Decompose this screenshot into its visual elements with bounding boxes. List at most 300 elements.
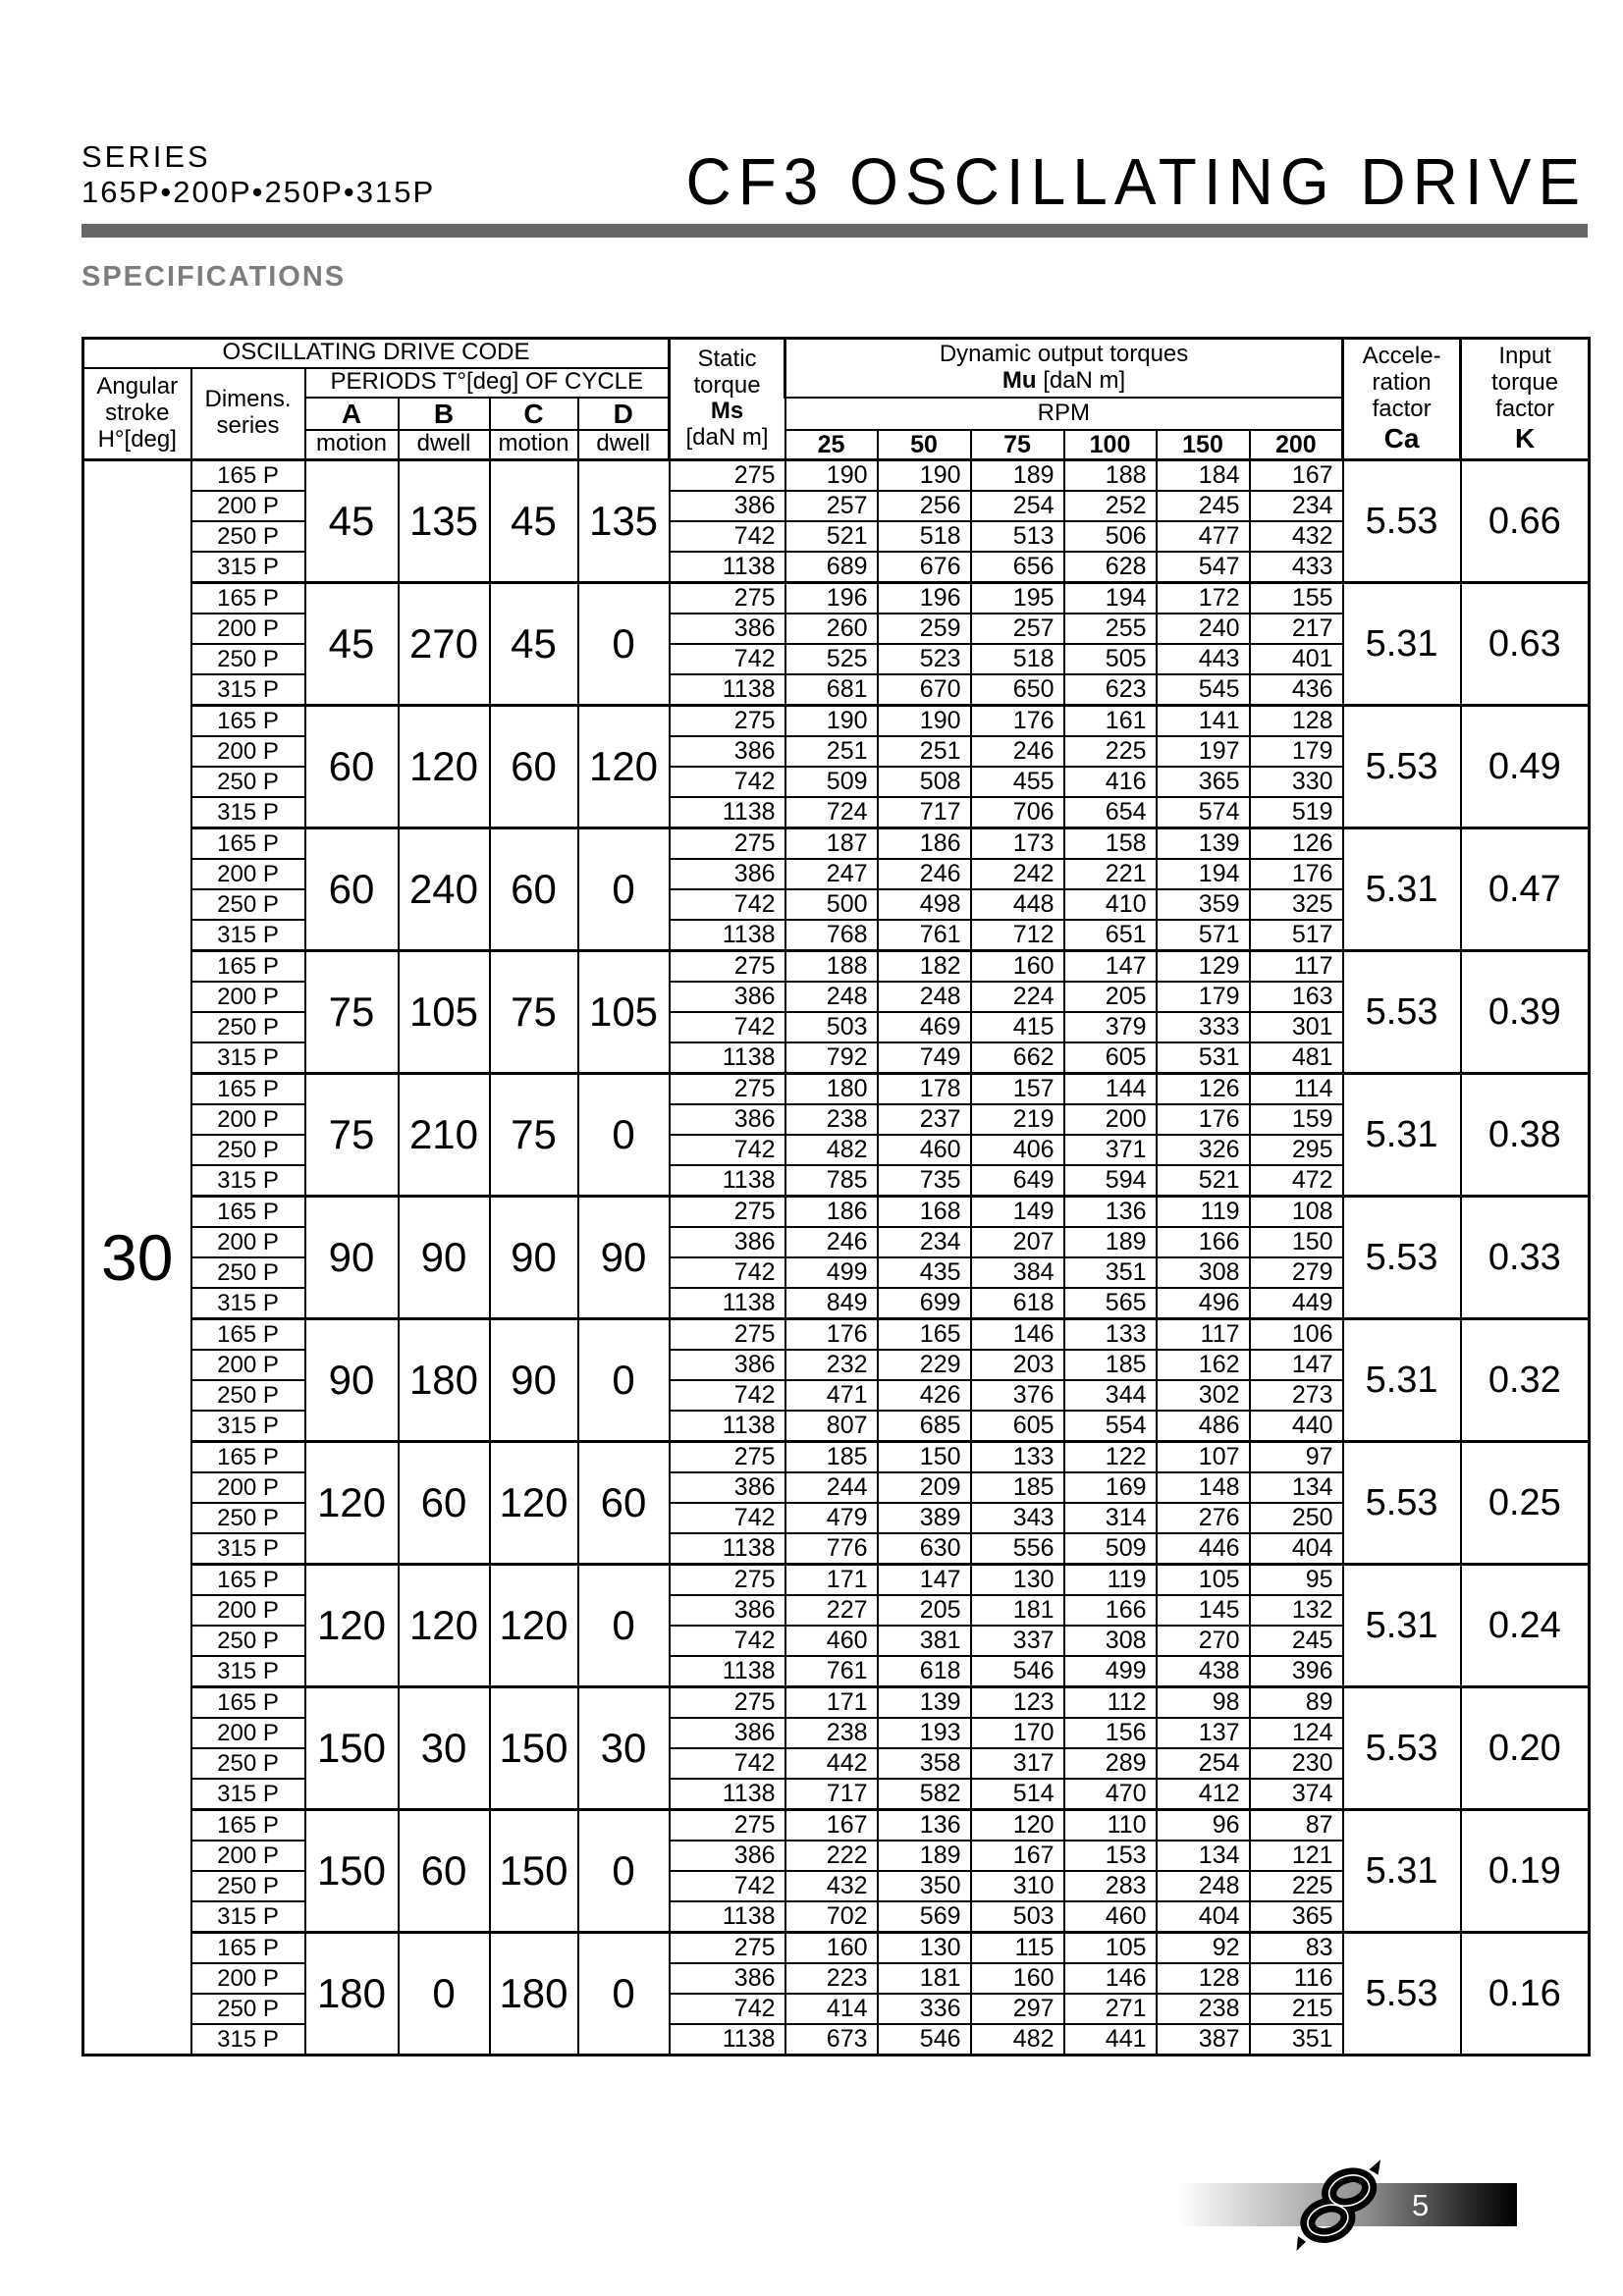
dynamic-torque-value: 190 bbox=[785, 705, 878, 736]
series-cell: 250 P bbox=[191, 1012, 305, 1042]
input-torque-factor-value: 0.32 bbox=[1461, 1318, 1590, 1441]
static-torque-value: 275 bbox=[670, 1564, 785, 1595]
dynamic-torque-value: 190 bbox=[878, 705, 971, 736]
dynamic-torque-value: 150 bbox=[1250, 1227, 1343, 1257]
input-line: factor bbox=[1495, 396, 1555, 423]
dynamic-torque-value: 196 bbox=[878, 582, 971, 614]
dynamic-torque-value: 130 bbox=[971, 1564, 1064, 1595]
dynamic-torque-value: 509 bbox=[785, 767, 878, 797]
dynamic-torque-value: 761 bbox=[785, 1656, 878, 1687]
series-cell: 200 P bbox=[191, 1841, 305, 1871]
dynamic-torque-value: 110 bbox=[1064, 1809, 1157, 1841]
input-line: Input bbox=[1498, 343, 1551, 370]
period-d-value: 0 bbox=[578, 828, 670, 950]
dynamic-torque-value: 123 bbox=[971, 1686, 1064, 1718]
dynamic-torque-value: 359 bbox=[1157, 889, 1250, 920]
dynamic-torque-value: 176 bbox=[785, 1318, 878, 1350]
dynamic-torque-value: 571 bbox=[1157, 920, 1250, 951]
dynamic-torque-value: 159 bbox=[1250, 1104, 1343, 1135]
dynamic-torque-value: 547 bbox=[1157, 552, 1250, 583]
static-torque-value: 1138 bbox=[670, 2024, 785, 2056]
dynamic-torque-value: 401 bbox=[1250, 644, 1343, 674]
dynamic-torque-value: 406 bbox=[971, 1135, 1064, 1165]
rpm-tick: 200 bbox=[1250, 430, 1343, 460]
dynamic-torque-value: 712 bbox=[971, 920, 1064, 951]
input-torque-factor-value: 0.49 bbox=[1461, 705, 1590, 828]
dynamic-torque-value: 115 bbox=[971, 1932, 1064, 1963]
dynamic-torque-value: 479 bbox=[785, 1503, 878, 1533]
dynamic-torque-value: 247 bbox=[785, 859, 878, 889]
dynamic-torque-value: 336 bbox=[878, 1994, 971, 2024]
acceleration-factor-value: 5.31 bbox=[1343, 1318, 1461, 1441]
spec-row bbox=[83, 459, 1590, 491]
dynamic-torque-value: 326 bbox=[1157, 1135, 1250, 1165]
static-torque-value: 742 bbox=[670, 1871, 785, 1901]
series-cell: 315 P bbox=[191, 920, 305, 951]
dimens-line: Dimens. bbox=[204, 386, 292, 413]
dynamic-torque-value: 471 bbox=[785, 1380, 878, 1411]
dynamic-torque-value: 302 bbox=[1157, 1380, 1250, 1411]
dynamic-torque-value: 343 bbox=[971, 1503, 1064, 1533]
dynamic-torque-value: 147 bbox=[1064, 950, 1157, 982]
dynamic-torque-value: 776 bbox=[785, 1533, 878, 1565]
dynamic-torque-value: 486 bbox=[1157, 1411, 1250, 1442]
acceleration-factor-value: 5.31 bbox=[1343, 828, 1461, 950]
dynamic-torque-value: 438 bbox=[1157, 1656, 1250, 1687]
series-cell: 250 P bbox=[191, 1871, 305, 1901]
dynamic-torque-value: 337 bbox=[971, 1626, 1064, 1656]
ms-symbol: Ms bbox=[710, 398, 744, 425]
period-a-value: 45 bbox=[305, 582, 399, 705]
acceleration-factor-value: 5.53 bbox=[1343, 1686, 1461, 1809]
dynamic-torque-value: 189 bbox=[878, 1841, 971, 1871]
ca-symbol: Ca bbox=[1383, 423, 1420, 454]
dynamic-torque-value: 257 bbox=[785, 491, 878, 521]
dynamic-torque-value: 384 bbox=[971, 1257, 1064, 1288]
static-torque-value: 275 bbox=[670, 1196, 785, 1227]
dynamic-torque-value: 308 bbox=[1157, 1257, 1250, 1288]
dynamic-torque-value: 498 bbox=[878, 889, 971, 920]
period-d-value: 0 bbox=[578, 1073, 670, 1196]
dynamic-torque-value: 171 bbox=[785, 1564, 878, 1595]
dynamic-torque-value: 188 bbox=[785, 950, 878, 982]
dimens-series-header bbox=[191, 368, 305, 460]
period-a-value: 75 bbox=[305, 950, 399, 1073]
dynamic-torque-value: 96 bbox=[1157, 1809, 1250, 1841]
dynamic-torque-value: 185 bbox=[971, 1472, 1064, 1503]
series-cell: 250 P bbox=[191, 1135, 305, 1165]
dynamic-torque-value: 416 bbox=[1064, 767, 1157, 797]
dynamic-torque-value: 376 bbox=[971, 1380, 1064, 1411]
acceleration-factor-value: 5.31 bbox=[1343, 1564, 1461, 1686]
dynamic-torque-value: 153 bbox=[1064, 1841, 1157, 1871]
static-torque-value: 275 bbox=[670, 1073, 785, 1104]
static-torque-value: 275 bbox=[670, 950, 785, 982]
static-torque-value: 742 bbox=[670, 1380, 785, 1411]
series-cell: 165 P bbox=[191, 459, 305, 491]
dynamic-torque-value: 546 bbox=[878, 2024, 971, 2056]
dynamic-torque-value: 344 bbox=[1064, 1380, 1157, 1411]
static-torque-value: 1138 bbox=[670, 920, 785, 951]
static-torque-value: 1138 bbox=[670, 1411, 785, 1442]
dynamic-torque-value: 160 bbox=[971, 1963, 1064, 1994]
dynamic-torque-value: 87 bbox=[1250, 1809, 1343, 1841]
dynamic-torque-value: 207 bbox=[971, 1227, 1064, 1257]
dynamic-torque-value: 162 bbox=[1157, 1350, 1250, 1380]
dynamic-torque-value: 289 bbox=[1064, 1748, 1157, 1779]
series-label: SERIES bbox=[81, 139, 211, 174]
period-a-value: 150 bbox=[305, 1686, 399, 1809]
dynamic-torque-value: 350 bbox=[878, 1871, 971, 1901]
dynamic-torque-value: 699 bbox=[878, 1288, 971, 1319]
rpm-tick: 75 bbox=[971, 430, 1064, 460]
period-d-value: 0 bbox=[578, 582, 670, 705]
dynamic-torque-value: 171 bbox=[785, 1686, 878, 1718]
series-cell: 200 P bbox=[191, 1350, 305, 1380]
static-torque-value: 742 bbox=[670, 1748, 785, 1779]
acceleration-factor-value: 5.31 bbox=[1343, 1809, 1461, 1932]
period-b-value: 120 bbox=[399, 705, 490, 828]
dynamic-torque-value: 176 bbox=[971, 705, 1064, 736]
static-torque-value: 275 bbox=[670, 1809, 785, 1841]
dynamic-torque-value: 242 bbox=[971, 859, 1064, 889]
dynamic-torque-value: 240 bbox=[1157, 614, 1250, 644]
dynamic-torque-value: 254 bbox=[971, 491, 1064, 521]
accel-line: ration bbox=[1372, 369, 1432, 397]
dynamic-torque-value: 167 bbox=[1250, 459, 1343, 491]
input-torque-factor-value: 0.63 bbox=[1461, 582, 1590, 705]
static-torque-value: 386 bbox=[670, 859, 785, 889]
spec-row bbox=[83, 828, 1590, 859]
static-torque-value: 386 bbox=[670, 1841, 785, 1871]
drive-code-header: OSCILLATING DRIVE CODE bbox=[83, 339, 670, 368]
period-col-b: B bbox=[399, 398, 490, 430]
static-torque-value: 386 bbox=[670, 736, 785, 767]
dynamic-torque-value: 203 bbox=[971, 1350, 1064, 1380]
dynamic-torque-value: 173 bbox=[971, 828, 1064, 859]
title-rule bbox=[81, 224, 1588, 238]
series-cell: 250 P bbox=[191, 1748, 305, 1779]
static-torque-line: Static bbox=[697, 345, 757, 372]
dynamic-torque-value: 234 bbox=[878, 1227, 971, 1257]
dynamic-torque-value: 706 bbox=[971, 797, 1064, 828]
static-torque-value: 386 bbox=[670, 1104, 785, 1135]
series-cell: 315 P bbox=[191, 2024, 305, 2056]
period-c-value: 45 bbox=[490, 459, 578, 582]
dynamic-torque-value: 116 bbox=[1250, 1963, 1343, 1994]
input-torque-factor-header bbox=[1461, 339, 1590, 460]
dynamic-torque-value: 117 bbox=[1157, 1318, 1250, 1350]
dynamic-torque-value: 137 bbox=[1157, 1718, 1250, 1748]
dynamic-torque-value: 436 bbox=[1250, 674, 1343, 706]
dynamic-torque-value: 792 bbox=[785, 1042, 878, 1074]
period-b-value: 30 bbox=[399, 1686, 490, 1809]
period-d-value: 90 bbox=[578, 1196, 670, 1318]
angular-stroke-line: stroke bbox=[105, 399, 170, 426]
series-cell: 250 P bbox=[191, 521, 305, 552]
dynamic-torque-value: 656 bbox=[971, 552, 1064, 583]
mu-unit: [daN m] bbox=[1043, 366, 1126, 394]
period-b-value: 60 bbox=[399, 1441, 490, 1564]
series-cell: 250 P bbox=[191, 1503, 305, 1533]
static-torque-value: 386 bbox=[670, 1350, 785, 1380]
period-a-value: 120 bbox=[305, 1441, 399, 1564]
rpm-tick: 150 bbox=[1157, 430, 1250, 460]
dynamic-torque-value: 582 bbox=[878, 1779, 971, 1810]
dynamic-torque-value: 761 bbox=[878, 920, 971, 951]
dynamic-torque-value: 807 bbox=[785, 1411, 878, 1442]
dynamic-torque-value: 158 bbox=[1064, 828, 1157, 859]
dynamic-torque-value: 134 bbox=[1157, 1841, 1250, 1871]
series-cell: 200 P bbox=[191, 1718, 305, 1748]
series-cell: 200 P bbox=[191, 614, 305, 644]
input-torque-factor-value: 0.16 bbox=[1461, 1932, 1590, 2055]
dynamic-torque-value: 126 bbox=[1157, 1073, 1250, 1104]
dynamic-torque-value: 565 bbox=[1064, 1288, 1157, 1319]
static-torque-value: 275 bbox=[670, 582, 785, 614]
angular-stroke-header bbox=[83, 368, 191, 460]
angular-stroke-value: 30 bbox=[83, 459, 191, 2055]
dynamic-torque-value: 404 bbox=[1250, 1533, 1343, 1565]
static-torque-value: 275 bbox=[670, 1686, 785, 1718]
dynamic-torque-value: 186 bbox=[785, 1196, 878, 1227]
series-cell: 250 P bbox=[191, 1626, 305, 1656]
period-c-value: 120 bbox=[490, 1564, 578, 1686]
dynamic-torque-value: 374 bbox=[1250, 1779, 1343, 1810]
input-line: torque bbox=[1491, 369, 1559, 397]
rpm-tick: 25 bbox=[785, 430, 878, 460]
input-torque-factor-value: 0.19 bbox=[1461, 1809, 1590, 1932]
dynamic-torque-value: 260 bbox=[785, 614, 878, 644]
dynamic-torque-value: 702 bbox=[785, 1901, 878, 1933]
period-a-value: 180 bbox=[305, 1932, 399, 2055]
dynamic-torque-value: 189 bbox=[1064, 1227, 1157, 1257]
dynamic-torque-value: 496 bbox=[1157, 1288, 1250, 1319]
dynamic-torque-value: 147 bbox=[1250, 1350, 1343, 1380]
dynamic-torque-value: 749 bbox=[878, 1042, 971, 1074]
series-cell: 315 P bbox=[191, 1533, 305, 1565]
dynamic-torque-value: 150 bbox=[878, 1441, 971, 1472]
dynamic-torque-value: 546 bbox=[971, 1656, 1064, 1687]
static-torque-value: 386 bbox=[670, 614, 785, 644]
dynamic-torque-value: 246 bbox=[971, 736, 1064, 767]
dynamic-torque-value: 166 bbox=[1064, 1595, 1157, 1626]
static-torque-value: 275 bbox=[670, 1441, 785, 1472]
dynamic-torque-value: 176 bbox=[1250, 859, 1343, 889]
dynamic-torque-value: 108 bbox=[1250, 1196, 1343, 1227]
dynamic-torque-value: 505 bbox=[1064, 644, 1157, 674]
dynamic-torque-value: 442 bbox=[785, 1748, 878, 1779]
dynamic-torque-value: 396 bbox=[1250, 1656, 1343, 1687]
dynamic-torque-value: 194 bbox=[1157, 859, 1250, 889]
period-d-value: 60 bbox=[578, 1441, 670, 1564]
dynamic-torque-value: 230 bbox=[1250, 1748, 1343, 1779]
dynamic-torques-line: Dynamic output torques bbox=[939, 340, 1189, 367]
dynamic-torque-value: 594 bbox=[1064, 1165, 1157, 1197]
period-c-value: 45 bbox=[490, 582, 578, 705]
dynamic-torque-value: 554 bbox=[1064, 1411, 1157, 1442]
static-torque-value: 275 bbox=[670, 705, 785, 736]
dynamic-torque-value: 270 bbox=[1157, 1626, 1250, 1656]
dynamic-torque-value: 251 bbox=[785, 736, 878, 767]
dynamic-torque-value: 651 bbox=[1064, 920, 1157, 951]
acceleration-factor-value: 5.53 bbox=[1343, 950, 1461, 1073]
period-d-value: 105 bbox=[578, 950, 670, 1073]
dynamic-torque-value: 257 bbox=[971, 614, 1064, 644]
dynamic-torque-value: 117 bbox=[1250, 950, 1343, 982]
period-b-value: 0 bbox=[399, 1932, 490, 2055]
series-cell: 200 P bbox=[191, 1595, 305, 1626]
input-torque-factor-value: 0.20 bbox=[1461, 1686, 1590, 1809]
spec-row bbox=[83, 1318, 1590, 1350]
input-torque-factor-value: 0.25 bbox=[1461, 1441, 1590, 1564]
period-c-value: 150 bbox=[490, 1686, 578, 1809]
dynamic-torque-value: 149 bbox=[971, 1196, 1064, 1227]
dynamic-torque-value: 133 bbox=[1064, 1318, 1157, 1350]
dynamic-torque-value: 161 bbox=[1064, 705, 1157, 736]
static-torque-value: 742 bbox=[670, 1626, 785, 1656]
dynamic-torque-value: 160 bbox=[971, 950, 1064, 982]
dynamic-torque-value: 246 bbox=[785, 1227, 878, 1257]
dynamic-torque-value: 432 bbox=[1250, 521, 1343, 552]
dynamic-torque-value: 518 bbox=[971, 644, 1064, 674]
dynamic-torque-value: 246 bbox=[878, 859, 971, 889]
dynamic-torque-value: 129 bbox=[1157, 950, 1250, 982]
dynamic-torque-value: 308 bbox=[1064, 1626, 1157, 1656]
dynamic-torque-value: 365 bbox=[1250, 1901, 1343, 1933]
dynamic-torque-value: 185 bbox=[1064, 1350, 1157, 1380]
dynamic-torque-value: 514 bbox=[971, 1779, 1064, 1810]
dynamic-torque-value: 196 bbox=[785, 582, 878, 614]
static-torque-value: 1138 bbox=[670, 674, 785, 706]
mu-unit-line bbox=[786, 368, 1341, 395]
dynamic-torque-value: 365 bbox=[1157, 767, 1250, 797]
dynamic-torque-value: 181 bbox=[971, 1595, 1064, 1626]
series-cell: 165 P bbox=[191, 828, 305, 859]
series-cell: 200 P bbox=[191, 1227, 305, 1257]
period-a-value: 120 bbox=[305, 1564, 399, 1686]
dynamic-torque-value: 662 bbox=[971, 1042, 1064, 1074]
dynamic-torque-value: 441 bbox=[1064, 2024, 1157, 2056]
dynamic-torque-value: 120 bbox=[971, 1809, 1064, 1841]
static-torque-value: 742 bbox=[670, 889, 785, 920]
series-cell: 250 P bbox=[191, 767, 305, 797]
series-cell: 165 P bbox=[191, 1564, 305, 1595]
spec-row bbox=[83, 1564, 1590, 1595]
series-cell: 200 P bbox=[191, 1104, 305, 1135]
dynamic-torque-value: 112 bbox=[1064, 1686, 1157, 1718]
dynamic-torque-value: 519 bbox=[1250, 797, 1343, 828]
dynamic-torque-value: 432 bbox=[785, 1871, 878, 1901]
dynamic-torque-value: 200 bbox=[1064, 1104, 1157, 1135]
dynamic-torque-value: 132 bbox=[1250, 1595, 1343, 1626]
dynamic-torque-value: 141 bbox=[1157, 705, 1250, 736]
page-number: 5 bbox=[1412, 2188, 1430, 2222]
dynamic-torque-value: 238 bbox=[785, 1718, 878, 1748]
series-cell: 165 P bbox=[191, 1196, 305, 1227]
dynamic-torque-value: 310 bbox=[971, 1871, 1064, 1901]
dynamic-torque-value: 630 bbox=[878, 1533, 971, 1565]
periods-header: PERIODS T°[deg] OF CYCLE bbox=[305, 368, 670, 398]
dynamic-torque-value: 185 bbox=[785, 1441, 878, 1472]
dynamic-torque-value: 128 bbox=[1157, 1963, 1250, 1994]
dynamic-torque-value: 371 bbox=[1064, 1135, 1157, 1165]
dynamic-torque-value: 379 bbox=[1064, 1012, 1157, 1042]
dynamic-torque-value: 189 bbox=[971, 459, 1064, 491]
dynamic-torque-value: 513 bbox=[971, 521, 1064, 552]
period-a-value: 75 bbox=[305, 1073, 399, 1196]
dynamic-torque-value: 126 bbox=[1250, 828, 1343, 859]
dynamic-torque-value: 180 bbox=[785, 1073, 878, 1104]
dynamic-torque-value: 499 bbox=[785, 1257, 878, 1288]
angular-stroke-line: H°[deg] bbox=[97, 425, 177, 453]
dynamic-torque-value: 106 bbox=[1250, 1318, 1343, 1350]
dynamic-torque-value: 673 bbox=[785, 2024, 878, 2056]
spec-row bbox=[83, 582, 1590, 614]
dynamic-torque-value: 330 bbox=[1250, 767, 1343, 797]
dynamic-torque-value: 119 bbox=[1157, 1196, 1250, 1227]
series-cell: 200 P bbox=[191, 859, 305, 889]
period-b-value: 180 bbox=[399, 1318, 490, 1441]
dynamic-torque-value: 460 bbox=[1064, 1901, 1157, 1933]
ms-unit: [daN m] bbox=[685, 424, 769, 452]
dynamic-torque-value: 168 bbox=[878, 1196, 971, 1227]
input-torque-factor-value: 0.33 bbox=[1461, 1196, 1590, 1318]
dynamic-torque-value: 482 bbox=[971, 2024, 1064, 2056]
dynamic-torque-value: 472 bbox=[1250, 1165, 1343, 1197]
dynamic-torque-value: 145 bbox=[1157, 1595, 1250, 1626]
accel-line: Accele- bbox=[1362, 343, 1441, 370]
dynamic-torque-value: 182 bbox=[878, 950, 971, 982]
static-torque-value: 1138 bbox=[670, 1042, 785, 1074]
spec-row bbox=[83, 1196, 1590, 1227]
static-torque-value: 386 bbox=[670, 982, 785, 1012]
dynamic-torque-value: 179 bbox=[1157, 982, 1250, 1012]
static-torque-value: 386 bbox=[670, 1595, 785, 1626]
static-torque-value: 275 bbox=[670, 828, 785, 859]
static-torque-value: 742 bbox=[670, 1012, 785, 1042]
period-b-value: 120 bbox=[399, 1564, 490, 1686]
period-a-value: 150 bbox=[305, 1809, 399, 1932]
rpm-tick: 100 bbox=[1064, 430, 1157, 460]
period-b-value: 210 bbox=[399, 1073, 490, 1196]
period-c-value: 90 bbox=[490, 1318, 578, 1441]
series-cell: 165 P bbox=[191, 1073, 305, 1104]
static-torque-header bbox=[670, 339, 785, 460]
acceleration-factor-value: 5.31 bbox=[1343, 1073, 1461, 1196]
dynamic-torque-value: 97 bbox=[1250, 1441, 1343, 1472]
dynamic-torque-value: 134 bbox=[1250, 1472, 1343, 1503]
period-a-value: 60 bbox=[305, 705, 399, 828]
series-cell: 250 P bbox=[191, 889, 305, 920]
static-torque-value: 742 bbox=[670, 767, 785, 797]
dynamic-torque-value: 167 bbox=[971, 1841, 1064, 1871]
dynamic-torque-value: 685 bbox=[878, 1411, 971, 1442]
spec-row bbox=[83, 1932, 1590, 1963]
dynamic-torque-value: 482 bbox=[785, 1135, 878, 1165]
series-cell: 315 P bbox=[191, 797, 305, 828]
dynamic-torque-value: 217 bbox=[1250, 614, 1343, 644]
static-torque-value: 742 bbox=[670, 521, 785, 552]
spec-row bbox=[83, 1441, 1590, 1472]
static-torque-value: 1138 bbox=[670, 1288, 785, 1319]
dynamic-torque-value: 469 bbox=[878, 1012, 971, 1042]
period-col-c: C bbox=[490, 398, 578, 430]
dynamic-torque-value: 165 bbox=[878, 1318, 971, 1350]
spec-row bbox=[83, 950, 1590, 982]
dynamic-torque-value: 271 bbox=[1064, 1994, 1157, 2024]
period-b-value: 270 bbox=[399, 582, 490, 705]
